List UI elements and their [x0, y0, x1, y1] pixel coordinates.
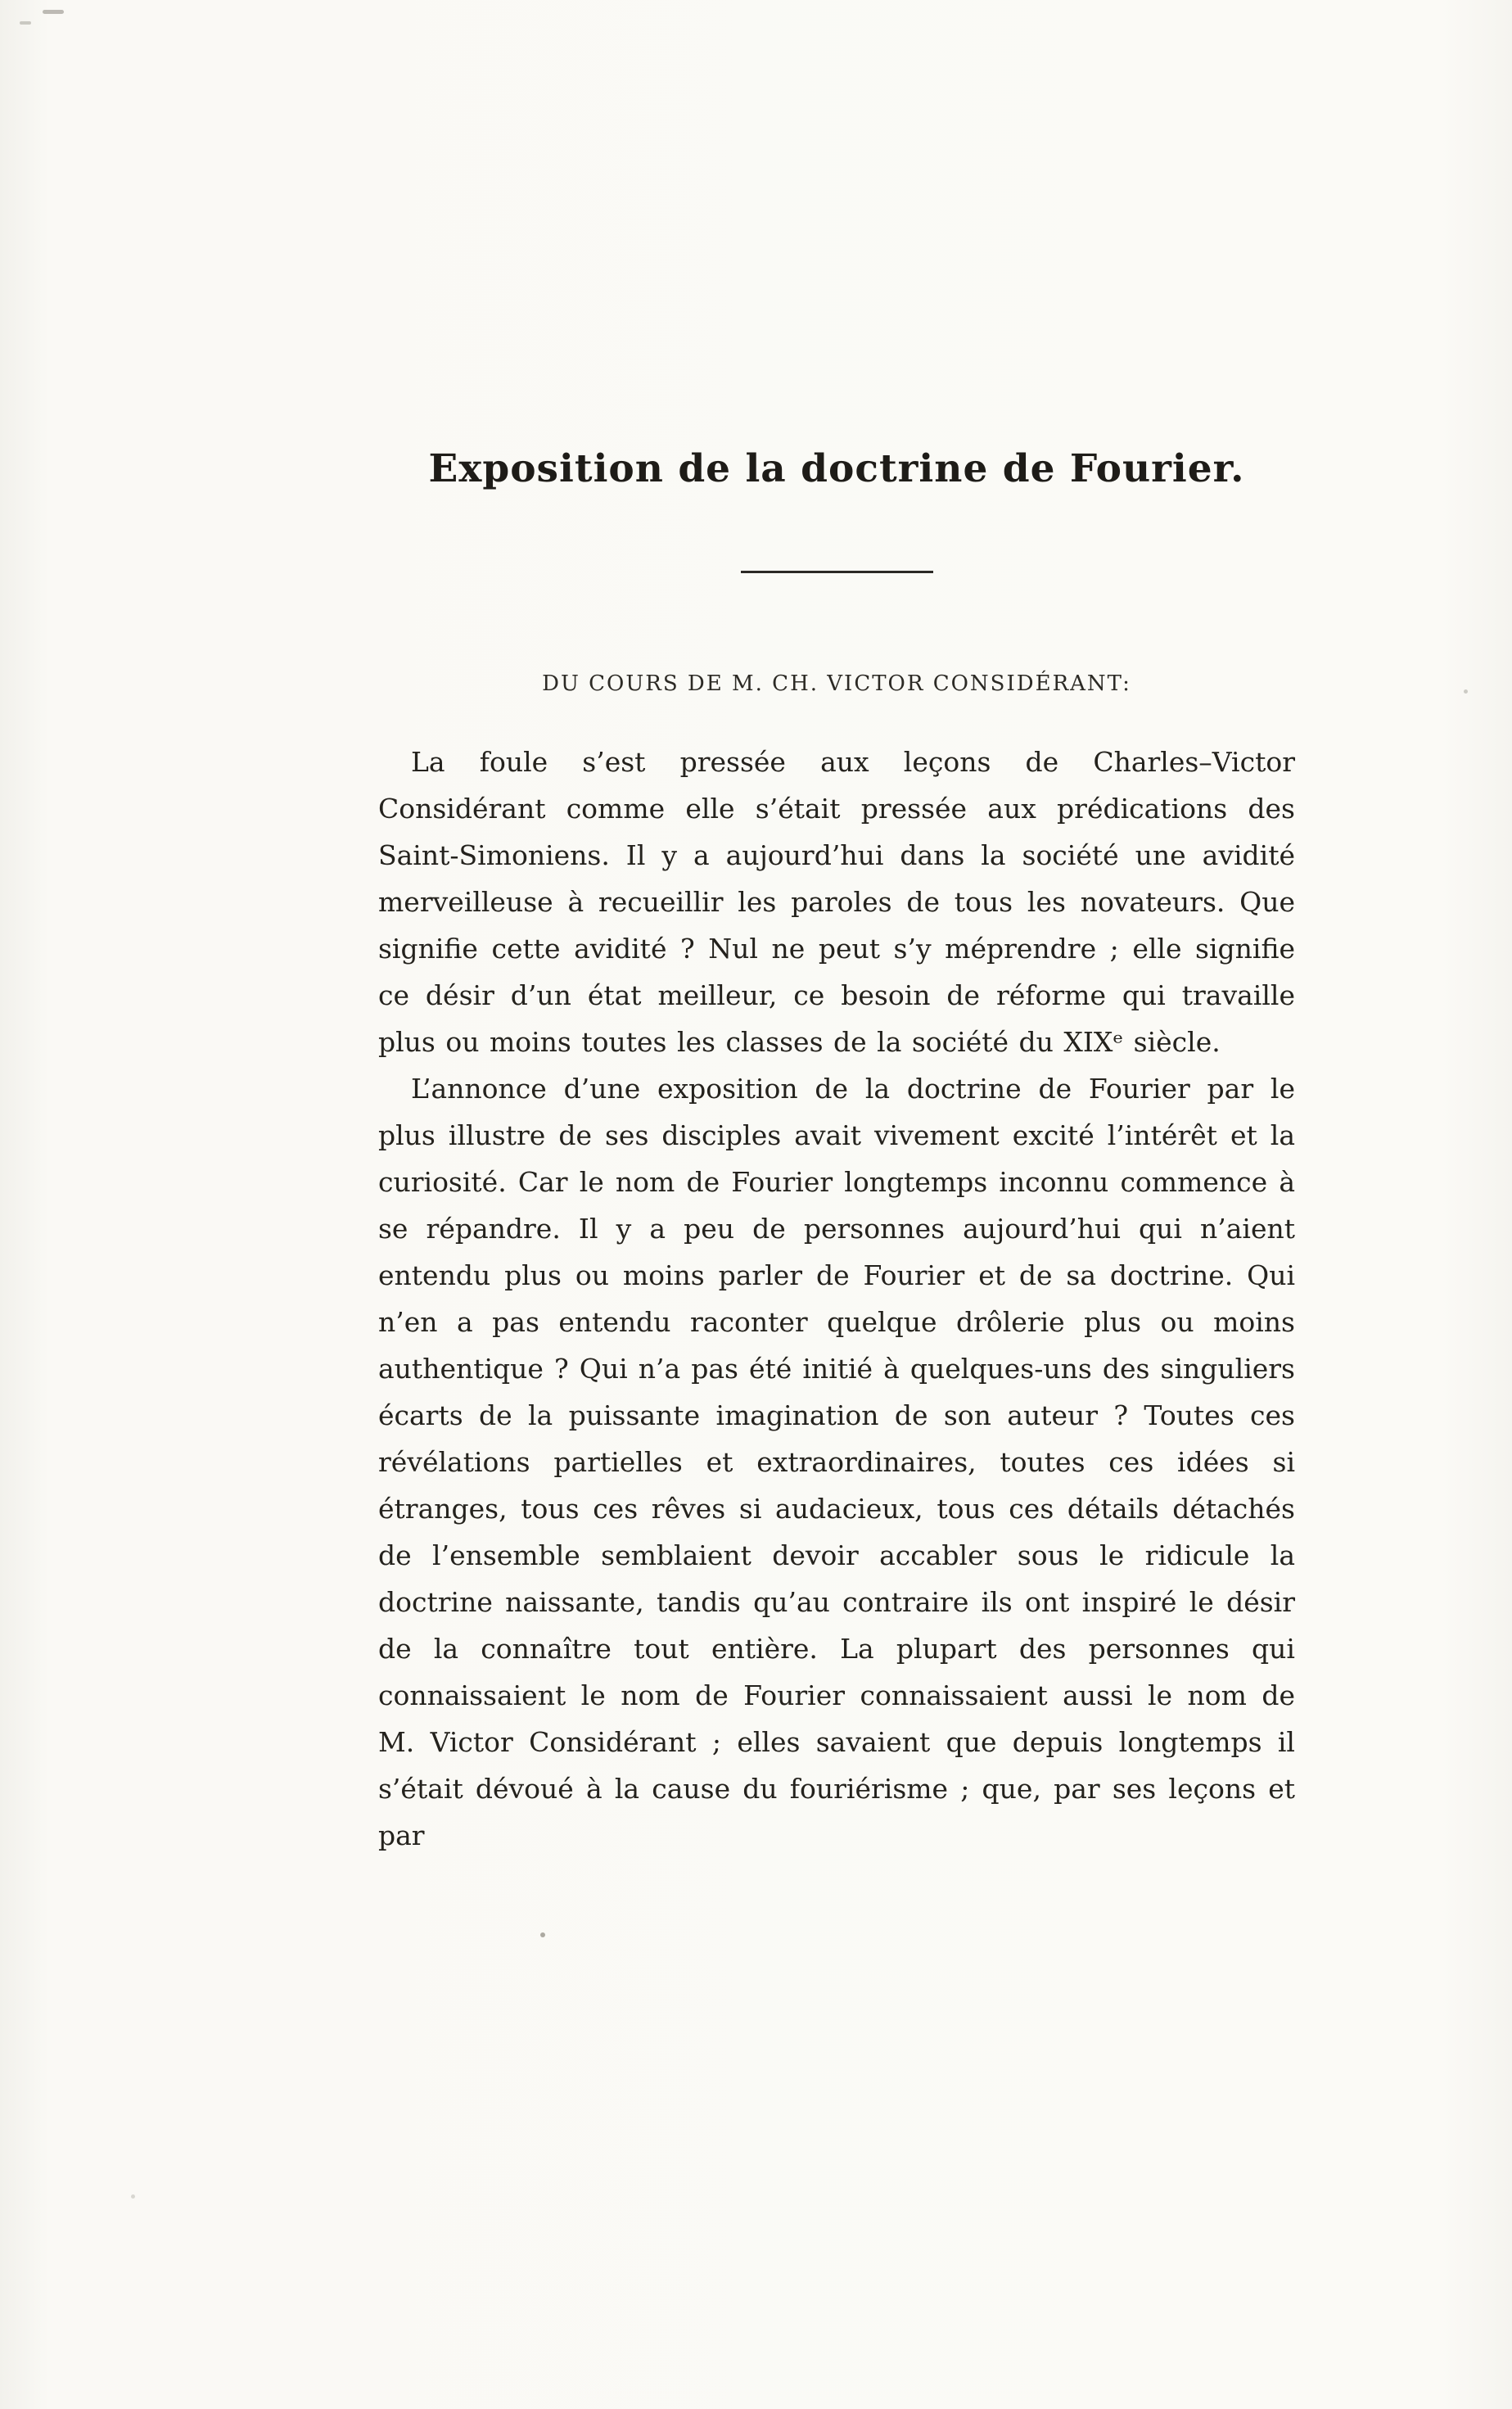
scan-speck — [540, 1932, 545, 1937]
body-text — [378, 739, 1295, 1859]
scan-speck — [43, 10, 64, 14]
divider-rule — [741, 571, 933, 573]
paragraph: L’annonce d’une exposition de la doctrine de Fourier par le plus illustre de ses disciples avait vivement excité l’intérêt et la curiosité. Car le nom de Fourier longtemps inconnu commence à se répandre. Il y a peu de personnes aujourd’hui qui n’aient entendu plus ou moins parler de Fourier et de sa doctrine. Qui n’en a pas entendu raconter quelque drôlerie plus ou moins authentique ? Qui n’a pas été initié à quelques-uns des singuliers écarts de la puissante imagination de son auteur ? Toutes ces révélations partielles et extraordinaires, toutes ces idées si étranges, tous ces rêves si audacieux, tous ces détails détachés de l’ensemble semblaient devoir accabler sous le ridicule la doctrine naissante, tandis qu’au contraire ils ont inspiré le désir de la connaître tout entière. La plupart des personnes qui connaissaient le nom de Fourier connaissaient aussi le nom de M. Victor Considérant ; elles savaient que depuis longtemps il s’était dévoué à la cause du fouriérisme ; que, par ses leçons et par — [378, 1073, 1295, 1851]
section-heading: DU COURS DE M. CH. VICTOR CONSIDÉRANT: — [542, 671, 1131, 696]
scan-speck — [131, 2194, 135, 2199]
text-block — [378, 446, 1295, 1859]
page-title: Exposition de la doctrine de Fourier. — [428, 446, 1245, 491]
scan-speck — [1464, 689, 1468, 694]
scan-speck — [20, 21, 31, 25]
paragraph: La foule s’est pressée aux leçons de Charles–Victor Considérant comme elle s’était pressée aux prédications des Saint-Simoniens. Il y a aujourd’hui dans la société une avidité merveilleuse à recueillir les paroles de tous les novateurs. Que signifie cette avidité ? Nul ne peut s’y méprendre ; elle signifie ce désir d’un état meilleur, ce besoin de réforme qui travaille plus ou moins toutes les classes de la société du XIXᵉ siècle. — [378, 746, 1295, 1058]
